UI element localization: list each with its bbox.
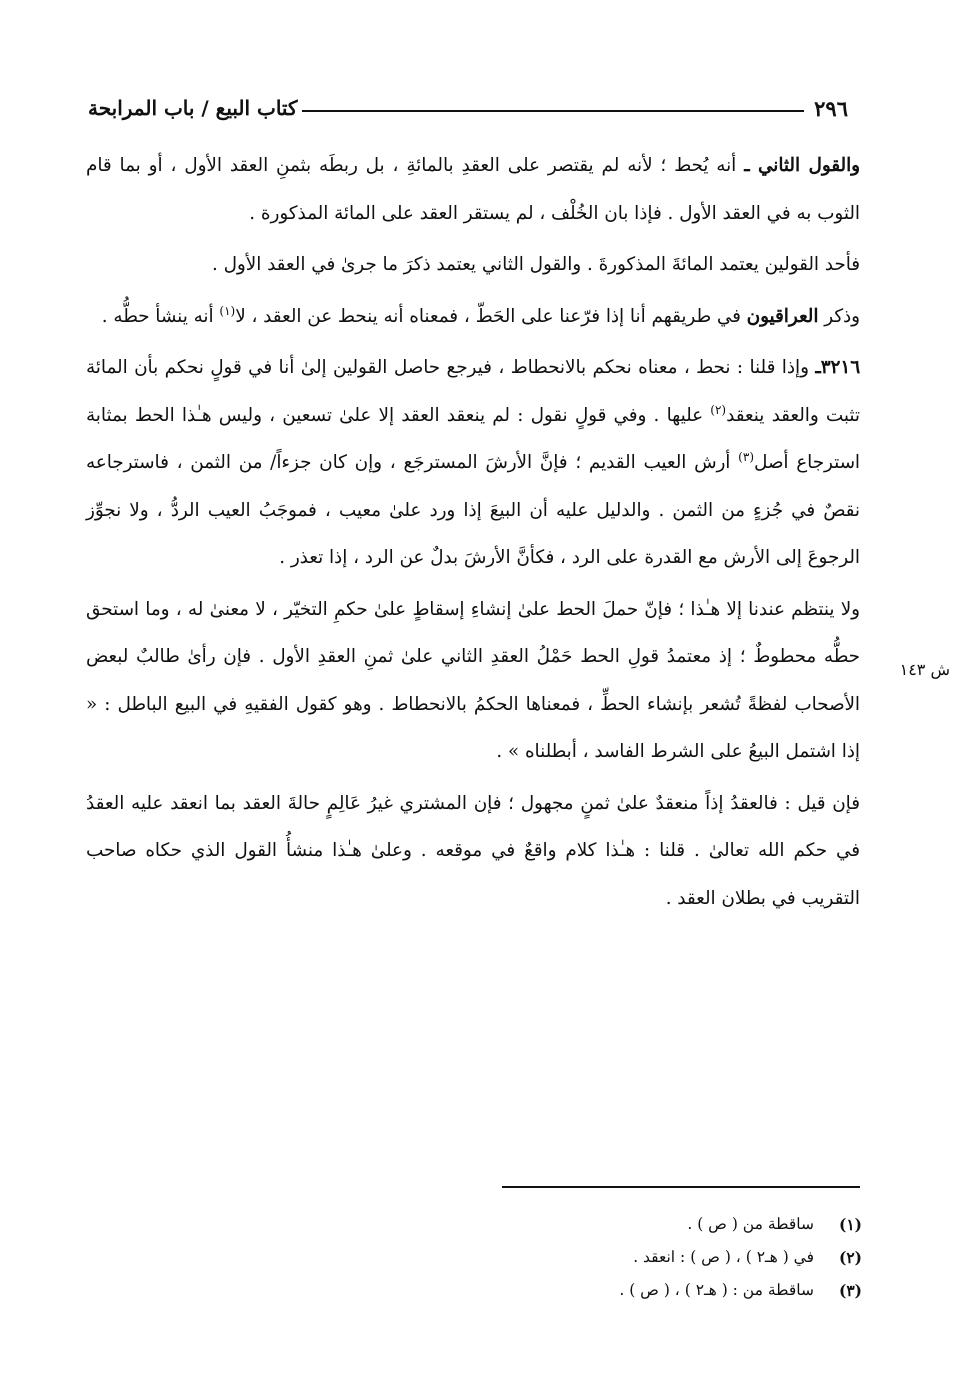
paragraph-text: ولا ينتظم عندنا إلا هـٰذا ؛ فإنّ حملَ الحط علىٰ إنشاءِ إسقاطٍ علىٰ حكمِ التخيّر ، لا معنىٰ له ، وما استحق حطُّه محطوطٌ ؛ إذ معتمدُ قولِ الحط حَمْلُ العقدِ الثاني علىٰ ثمنِ العقدِ الأول . فإن رأىٰ طالبٌ لبعض الأصحاب لفظةً تُشعر بإنشاء الحطِّ ، فمعناها الحكمُ بالانحطاط . وهو كقول الفقيهِ في البيع الباطل : « إذا اشتمل البيعُ على الشرط الفاسد ، أبطلناه » . bbox=[86, 598, 860, 762]
paragraph-text: وذكر bbox=[824, 305, 860, 327]
header-rule bbox=[302, 110, 805, 112]
footnote-item bbox=[400, 1208, 862, 1241]
paragraph-text: وإذا قلنا : نحط ، معناه نحكم بالانحطاط ، فيرجع حاصل القولين إلىٰ أنا في قولٍ نحكم بأن المائة تثبت والعقد ينعقد bbox=[86, 357, 860, 426]
page-number: ٢٩٦ bbox=[814, 95, 848, 121]
paragraph-objection bbox=[86, 780, 860, 923]
footnote-item bbox=[400, 1274, 862, 1307]
paragraph-text: أنه يُحط ؛ لأنه لم يقتصر على العقدِ بالمائةِ ، بل ربطَه بثمنِ العقد الأول ، أو بما قام الثوب به في العقد الأول . فإذا بان الخُلْف ، لم يستقر العقد على المائة المذكورة . bbox=[86, 155, 860, 224]
paragraph-two-opinions bbox=[86, 241, 860, 289]
paragraph-3216 bbox=[86, 344, 860, 582]
footnote-number: (١) bbox=[838, 1215, 862, 1234]
paragraph-interpretation bbox=[86, 586, 860, 776]
footnote-text: ساقطة من ( ص ) . bbox=[687, 1215, 814, 1233]
paragraph-lead: والقول الثاني ـ bbox=[744, 155, 860, 176]
footnote-text: في ( هـ٢ ) ، ( ص ) : انعقد . bbox=[633, 1248, 814, 1266]
footnote-text: ساقطة من : ( هـ٢ ) ، ( ص ) . bbox=[619, 1281, 814, 1299]
footnote-number: (٣) bbox=[838, 1281, 862, 1300]
footnote-separator bbox=[502, 1186, 860, 1188]
paragraph-text: في طريقهم أنا إذا فرّعنا على الحَطّ ، فمعناه أنه ينحط عن العقد ، لا bbox=[235, 305, 741, 327]
manuscript-folio-note: ش ١٤٣ bbox=[899, 660, 950, 679]
paragraph-iraqis bbox=[86, 293, 860, 341]
main-text bbox=[86, 142, 860, 922]
footnote-ref-3[interactable]: (٣) bbox=[738, 449, 754, 464]
chapter-title: كتاب البيع / باب المرابحة bbox=[88, 96, 298, 120]
footnote-ref-2[interactable]: (٢) bbox=[710, 402, 727, 417]
section-number: ٣٢١٦ـ bbox=[815, 357, 861, 378]
paragraph-second-opinion bbox=[86, 142, 860, 237]
paragraph-text: فإن قيل : فالعقدُ إذاً منعقدٌ علىٰ ثمنٍ مجهول ؛ فإن المشتري غيرُ عَالِمٍ حالةَ العقد بما انعقد عليه العقدُ في حكم الله تعالىٰ . قلنا : هـٰذا كلام واقعٌ في موقعه . وعلىٰ هـٰذا منشأُ القول الذي حكاه صاحب التقريب في بطلان العقد . bbox=[86, 792, 860, 909]
footnote-number: (٢) bbox=[838, 1248, 862, 1267]
paragraph-text: فأحد القولين يعتمد المائةَ المذكورةَ . والقول الثاني يعتمد ذكرَ ما جرىٰ في العقد الأول . bbox=[212, 254, 860, 275]
paragraph-text: عليها . وفي قولٍ نقول : لم ينعقد العقد إلا علىٰ تسعين ، وليس هـٰذا الحط بمثابة استرجاع أصل bbox=[86, 404, 861, 473]
bold-term: العراقيون bbox=[746, 305, 819, 327]
paragraph-text: أرش العيب القديم ؛ فإنَّ الأرشَ المسترجَع ، وإن كان جزءاً/ من الثمن ، فاسترجاعه نقصٌ في جُزءٍ من الثمن . والدليل عليه أن البيعَ إذا ورد علىٰ معيب ، فموجَبُ العيب الردُّ ، ولا نجوِّز الرجوعَ إلى الأرش مع القدرة على الرد ، فكأنَّ الأرشَ بدلٌ عن الرد ، إذا تعذر . bbox=[86, 452, 860, 568]
footnotes bbox=[400, 1208, 862, 1307]
footnote-ref-1[interactable]: (١) bbox=[219, 303, 236, 318]
footnote-item bbox=[400, 1241, 862, 1274]
running-header bbox=[88, 88, 848, 128]
paragraph-text: أنه ينشأ حطُّه . bbox=[101, 305, 214, 327]
